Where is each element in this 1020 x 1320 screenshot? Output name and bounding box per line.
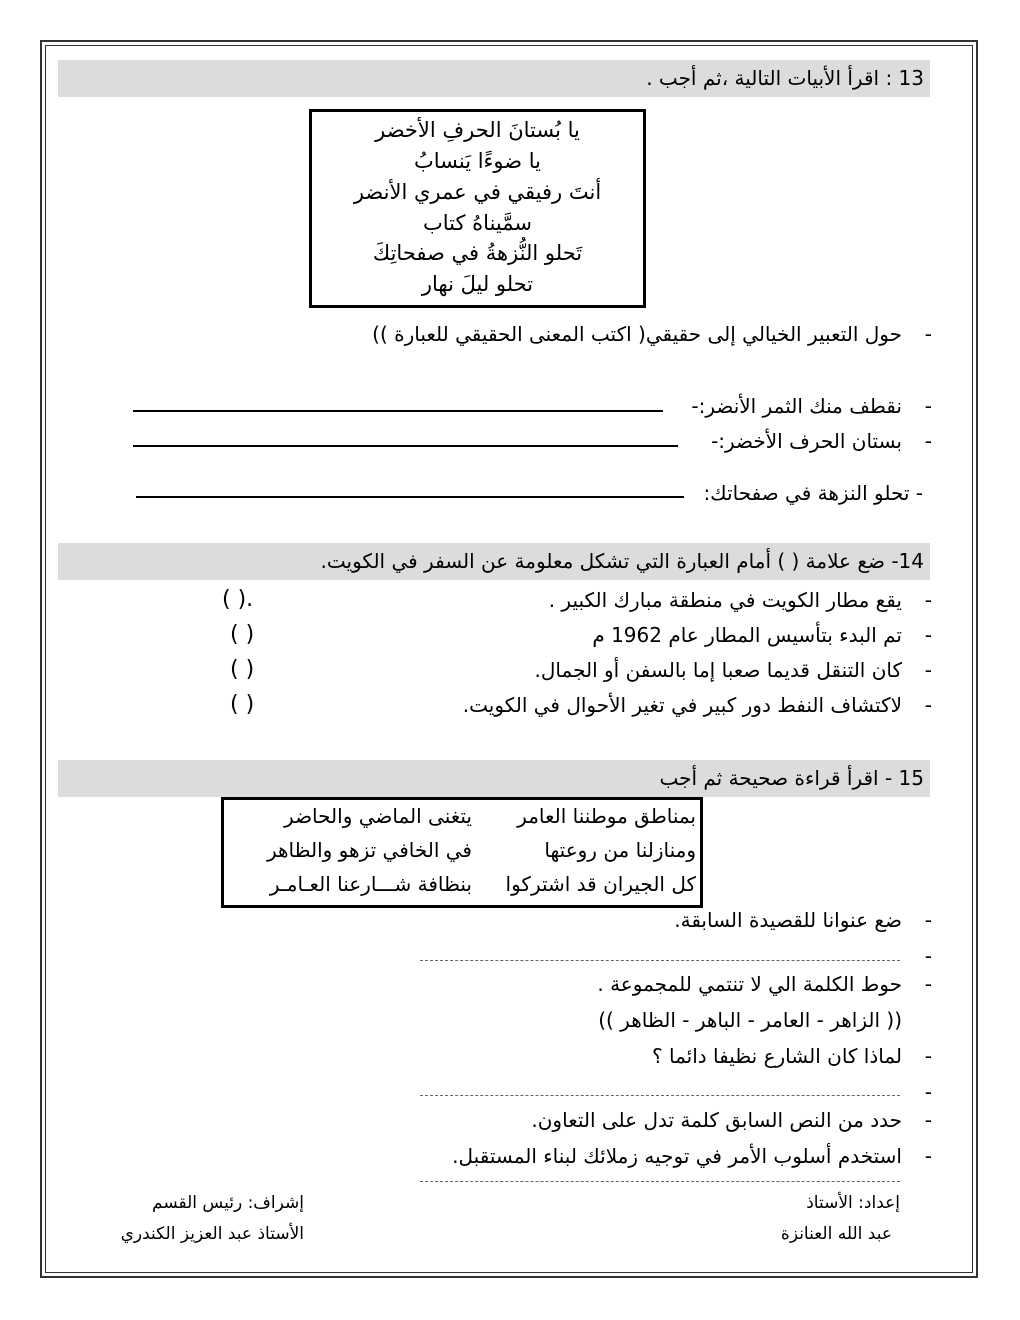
bullet-dash: - [924, 394, 932, 418]
poem-line: يتغنى الماضي والحاضر [284, 804, 472, 828]
supervisor-name: الأستاذ عبد العزيز الكندري [120, 1224, 304, 1244]
poem-line: تَحلو النُّزهةُ في صفحاتِكَ [372, 241, 583, 265]
poem-line: سمَّيناهُ كتاب [423, 211, 532, 235]
bullet-dash: - [924, 322, 932, 346]
q15-title: 15 - اقرأ قراءة صحيحة ثم أجب [659, 766, 924, 790]
poem-line: بنظافة شـــارعنا العـامـر [269, 872, 472, 896]
supervisor-label: إشراف: رئيس القسم [152, 1193, 304, 1213]
poem-line: ومنازلنا من روعتها [544, 838, 696, 862]
prepared-by-label: إعداد: الأستاذ [806, 1193, 900, 1213]
poem-line: أنتَ رفيقي في عمري الأنضر [353, 180, 602, 204]
poem-line: تحلو ليلَ نهار [421, 272, 534, 296]
bullet-dash: - [924, 1080, 932, 1104]
poem-line: يا بُستانَ الحرفِ الأخضر [375, 118, 580, 142]
q14-item-3: كان التنقل قديما صعبا إما بالسفن أو الجمال. [534, 658, 902, 682]
bullet-dash: - [924, 1108, 932, 1132]
answer-parentheses[interactable]: ( ) [230, 692, 255, 717]
q14-item-2: تم البدء بتأسيس المطار عام 1962 م [592, 623, 902, 647]
bullet-dash: - [924, 429, 932, 453]
q14-header [58, 543, 930, 580]
prepared-by-name: عبد الله العنانزة [780, 1224, 892, 1244]
q14-item-4: لاكتشاف النفط دور كبير في تغير الأحوال في الكويت. [462, 693, 902, 717]
answer-line[interactable] [133, 410, 663, 412]
q15-header [58, 760, 930, 797]
answer-line[interactable] [136, 496, 684, 498]
bullet-dash: - [924, 588, 932, 612]
poem-line: كل الجيران قد اشتركوا [505, 872, 696, 896]
poem-line: يا ضوءًا يَنسابُ [413, 149, 542, 173]
answer-line[interactable] [133, 445, 678, 447]
bullet-dash: - [924, 1144, 932, 1168]
answer-line[interactable] [420, 1181, 900, 1182]
q13-header [58, 60, 930, 97]
bullet-dash: - [924, 623, 932, 647]
q15-question-3: لماذا كان الشارع نظيفا دائما ؟ [652, 1044, 902, 1068]
q14-title: 14- ضع علامة ( ) أمام العبارة التي تشكل معلومة عن السفر في الكويت. [320, 549, 924, 573]
bullet-dash: - [924, 693, 932, 717]
q15-question-2: حوط الكلمة الي لا تنتمي للمجموعة . [597, 972, 902, 996]
bullet-dash: - [924, 1044, 932, 1068]
q14-item-1: يقع مطار الكويت في منطقة مبارك الكبير . [548, 588, 902, 612]
answer-parentheses[interactable]: ( ) [230, 657, 255, 682]
answer-line[interactable] [420, 960, 900, 961]
bullet-dash: - [924, 658, 932, 682]
q15-poem-box [221, 797, 703, 908]
q13-instruction: حول التعبير الخيالي إلى حقيقي( اكتب المعنى الحقيقي للعبارة )) [372, 322, 902, 346]
answer-parentheses[interactable]: ( ) [230, 622, 255, 647]
poem-line: في الخافي تزهو والظاهر [266, 838, 472, 862]
q13-poem-box [309, 109, 646, 308]
q13-title: 13 : اقرأ الأبيات التالية ،ثم أجب . [646, 66, 924, 90]
q15-question-5: استخدم أسلوب الأمر في توجيه زملائك لبناء المستقبل. [452, 1144, 902, 1168]
q13-item-3: - تحلو النزهة في صفحاتك: [703, 481, 923, 505]
q15-question-1: ضع عنوانا للقصيدة السابقة. [674, 908, 902, 932]
poem-line: بمناطق موطننا العامر [517, 804, 696, 828]
q13-item-2: بستان الحرف الأخضر:- [711, 429, 902, 453]
answer-parentheses[interactable]: ( ). [222, 587, 254, 612]
q13-item-1: نقطف منك الثمر الأنضر:- [691, 394, 902, 418]
bullet-dash: - [924, 972, 932, 996]
bullet-dash: - [924, 944, 932, 968]
answer-line[interactable] [420, 1095, 900, 1096]
q15-question-4: حدد من النص السابق كلمة تدل على التعاون. [531, 1108, 902, 1132]
q15-word-group: (( الزاهر - العامر - الباهر - الظاهر )) [598, 1008, 902, 1032]
bullet-dash: - [924, 908, 932, 932]
